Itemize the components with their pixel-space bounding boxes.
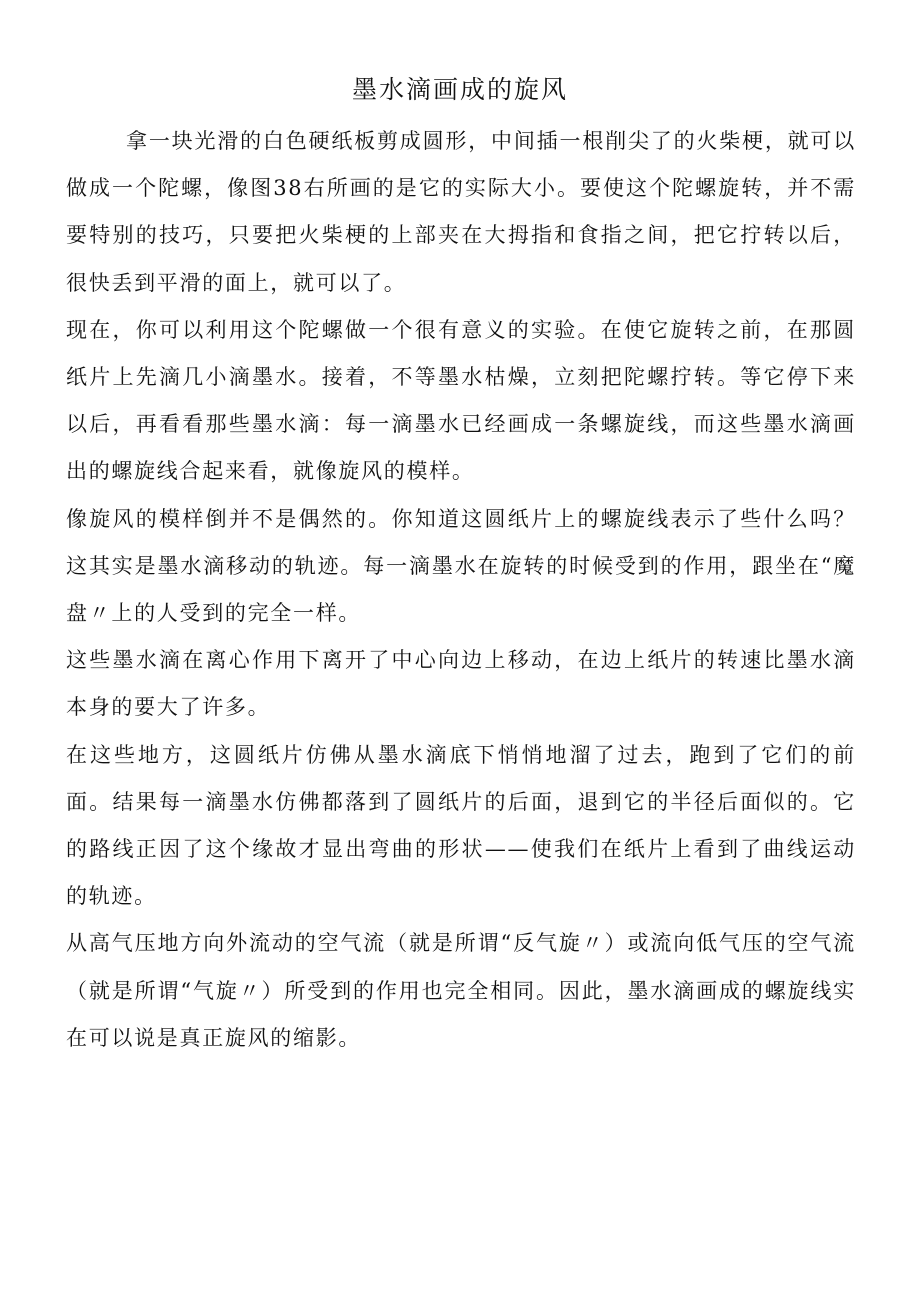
paragraph-6: 从高气压地方向外流动的空气流（就是所谓“反气旋〃）或流向低气压的空气流（就是所谓“气旋〃）所受到的作用也完全相同。因此，墨水滴画成的螺旋线实在可以说是真正旋风的缩影。 — [66, 931, 856, 1050]
paragraph-4: 这些墨水滴在离心作用下离开了中心向边上移动，在边上纸片的转速比墨水滴本身的要大了许多。 — [66, 648, 856, 720]
paragraph-2: 现在，你可以利用这个陀螺做一个很有意义的实验。在使它旋转之前，在那圆纸片上先滴几小滴墨水。接着，不等墨水枯燥，立刻把陀螺拧转。等它停下来以后，再看看那些墨水滴：每一滴墨水已经画成一条螺旋线，而这些墨水滴画出的螺旋线合起来看，就像旋风的模样。 — [66, 317, 856, 484]
paragraph-5: 在这些地方，这圆纸片仿佛从墨水滴底下悄悄地溜了过去，跑到了它们的前面。结果每一滴墨水仿佛都落到了圆纸片的后面，退到它的半径后面似的。它的路线正因了这个缘故才显出弯曲的形状——使我们在纸片上看到了曲线运动的轨迹。 — [66, 742, 856, 909]
page-title: 墨水滴画成的旋风 — [351, 75, 568, 104]
paragraph-3: 像旋风的模样倒并不是偶然的。你知道这圆纸片上的螺旋线表示了些什么吗？这其实是墨水滴移动的轨迹。每一滴墨水在旋转的时候受到的作用，跟坐在“魔盘〃上的人受到的完全一样。 — [66, 506, 856, 626]
paragraph-1: 拿一块光滑的白色硬纸板剪成圆形，中间插一根削尖了的火柴梗，就可以做成一个陀螺，像图38右所画的是它的实际大小。要使这个陀螺旋转，并不需要特别的技巧，只要把火柴梗的上部夹在大拇指和食指之间，把它拧转以后，很快丢到平滑的面上，就可以了。 — [66, 129, 856, 295]
article-body — [66, 118, 856, 1062]
